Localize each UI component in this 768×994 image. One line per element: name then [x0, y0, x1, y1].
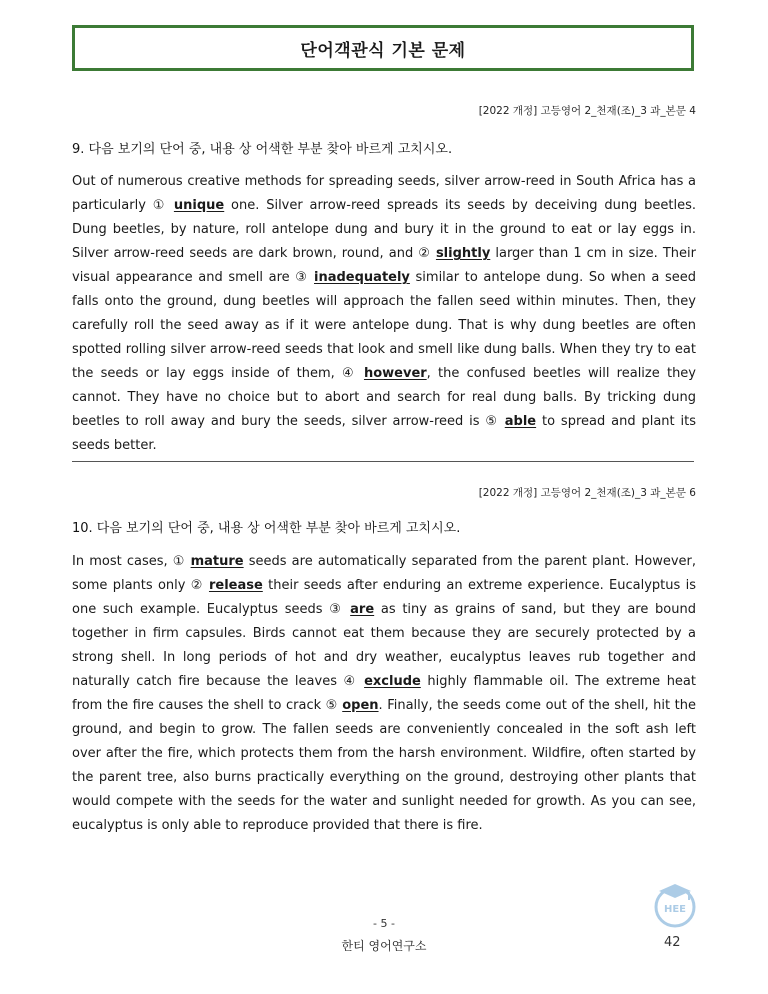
passage-text: one. Silver arrow-reed spreads its seeds by deceiving dung beetles. Dung beetles, by nature, roll antelope dung and bury it in the ground to eat or lay eggs in. Silver arrow-reed seeds are dark brown, round, and ②: [72, 198, 696, 261]
section-divider: [72, 461, 694, 462]
q10-source: [2022 개정] 고등영어 2_천재(조)_3 과_본문 6: [478, 487, 696, 499]
passage-text: Out of numerous creative methods for spreading seeds, silver arrow-reed in South Africa has a particularly ①: [72, 174, 696, 213]
passage-text: seeds are automatically separated from the parent plant. However, some plants only ②: [72, 554, 696, 593]
answer-choice-word: however: [363, 366, 427, 381]
passage-text: In most cases, ①: [72, 554, 191, 569]
q10-passage: [72, 550, 696, 838]
q10-prompt: 10. 다음 보기의 단어 중, 내용 상 어색한 부분 찾아 바르게 고치시오.: [72, 521, 461, 536]
answer-choice-word: release: [208, 578, 263, 593]
answer-choice-word: unique: [173, 198, 225, 213]
page-number: - 5 -: [373, 917, 395, 930]
q9-passage: [72, 170, 696, 458]
organization-name: 한티 영어연구소: [341, 939, 427, 953]
passage-text: . Finally, the seeds come out of the shell, hit the ground, and begin to grow. The fallen seeds are conveniently concealed in the soft ash left over after the fire, which protects them from the harsh environment. Wildfire, often started by the parent tree, also burns practically everything on the ground, destroying other plants that would compete with the seeds for the water and sunlight needed for growth. As you can see, eucalyptus is only able to reproduce provided that there is fire.: [72, 698, 696, 833]
answer-choice-word: able: [504, 414, 537, 429]
answer-choice-word: open: [342, 698, 379, 713]
answer-choice-word: are: [350, 602, 375, 617]
passage-text: larger than 1 cm in size. Their visual appearance and smell are ③: [72, 246, 696, 285]
q9-prompt: 9. 다음 보기의 단어 중, 내용 상 어색한 부분 찾아 바르게 고치시오.: [72, 142, 453, 157]
answer-choice-word: inadequately: [314, 270, 410, 285]
logo-text: HEE: [663, 904, 687, 915]
answer-choice-word: mature: [190, 554, 244, 569]
passage-text: similar to antelope dung. So when a seed falls onto the ground, dung beetles will approach the fallen seed within minutes. Then, they carefully roll the seed away as if it were antelope dung. That is why dung beetles are often spotted rolling silver arrow-reed seeds that look and smell like dung balls. When they try to eat the seeds or lay eggs inside of them, ④: [72, 270, 696, 381]
answer-choice-word: slightly: [435, 246, 491, 261]
passage-text: , the confused beetles will realize they cannot. They have no choice but to abort and search for real dung balls. By tricking dung beetles to roll away and bury the seeds, silver arrow-reed is ⑤: [72, 366, 696, 429]
passage-text: to spread and plant its seeds better.: [72, 414, 697, 453]
page-title: 단어객관식 기본 문제: [300, 40, 466, 61]
answer-choice-word: exclude: [364, 674, 421, 689]
page-title-box: [72, 25, 694, 71]
q9-source: [2022 개정] 고등영어 2_천재(조)_3 과_본문 4: [478, 105, 696, 117]
passage-text: as tiny as grains of sand, but they are bound together in firm capsules. Birds cannot eat them because they are securely protected by a strong shell. In long periods of hot and dry weather, eucalyptus leaves rub together and naturally catch fire because the leaves ④: [72, 602, 696, 689]
passage-text: their seeds after enduring an extreme experience. Eucalyptus is one such example. Eucalyptus seeds ③: [72, 578, 696, 617]
sheet-number: 42: [664, 935, 681, 950]
passage-text: highly flammable oil. The extreme heat from the fire causes the shell to crack ⑤: [72, 674, 696, 713]
